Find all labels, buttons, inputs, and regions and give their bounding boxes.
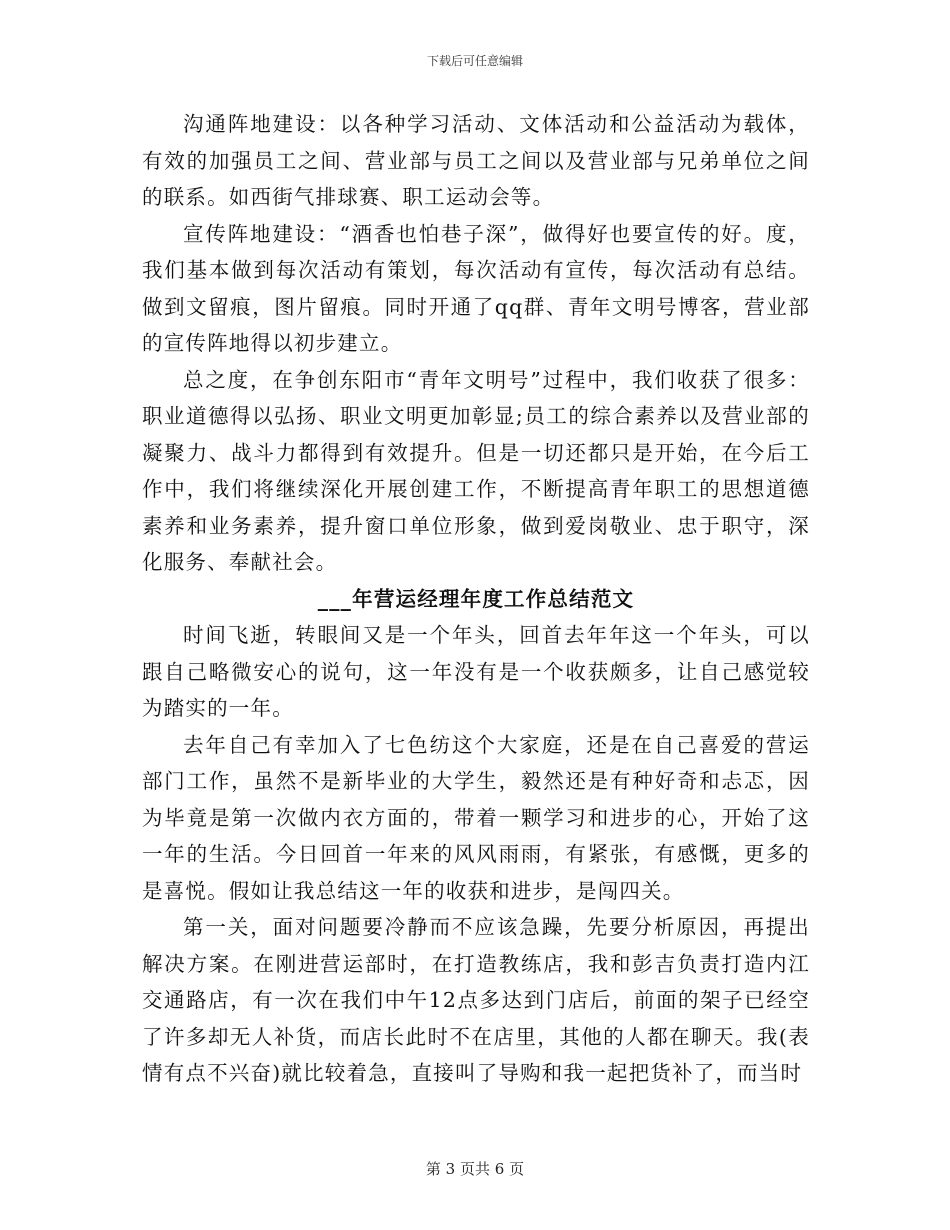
header-note: 下载后可任意编辑 (426, 54, 523, 68)
paragraph-first-gate: 第一关，面对问题要冷静而不应该急躁，先要分析原因，再提出解决方案。在刚进营运部时，在打造教练店，我和彭吉负责打造内江交通路店，有一次在我们中午12点多达到门店后，前面的架子已经空了许多却无人补货，而店长此时不在店里，其他的人都在聊天。我(表情有点不兴奋)就比较着急，直接叫了导购和我一起把货补了，而当时 (142, 915, 810, 1085)
paragraph-communication: 沟通阵地建设：以各种学习活动、文体活动和公益活动为载体，有效的加强员工之间、营业部与员工之间以及营业部与兄弟单位之间的联系。如西街气排球赛、职工运动会等。 (142, 112, 810, 209)
paragraph-joining: 去年自己有幸加入了七色纺这个大家庭，还是在自己喜爱的营运部门工作，虽然不是新毕业的大学生，毅然还是有种好奇和忐忑，因为毕竟是第一次做内衣方面的，带着一颗学习和进步的心，开始了这一年的生活。今日回首一年来的风风雨雨，有紧张，有感慨，更多的是喜悦。假如让我总结这一年的收获和进步，是闯四关。 (142, 732, 810, 903)
document-body (142, 106, 810, 1092)
page-number: 第 3 页共 6 页 (425, 1160, 525, 1178)
section-title: ___年营运经理年度工作总结范文 (317, 586, 635, 611)
paragraph-intro: 时间飞逝，转眼间又是一个年头，回首去年年这一个年头，可以跟自己略微安心的说句，这一年没有是一个收获颇多，让自己感觉较为踏实的一年。 (142, 623, 810, 720)
paragraph-publicity: 宣传阵地建设：“酒香也怕巷子深”，做得好也要宣传的好。度，我们基本做到每次活动有策划，每次活动有宣传，每次活动有总结。做到文留痕，图片留痕。同时开通了qq群、青年文明号博客，营业部的宣传阵地得以初步建立。 (142, 221, 810, 355)
paragraph-summary: 总之度，在争创东阳市“青年文明号”过程中，我们收获了很多：职业道德得以弘扬、职业文明更加彰显;员工的综合素养以及营业部的凝聚力、战斗力都得到有效提升。但是一切还都只是开始，在今后工作中，我们将继续深化开展创建工作，不断提高青年职工的思想道德素养和业务素养，提升窗口单位形象，做到爱岗敬业、忠于职守，深化服务、奉献社会。 (142, 367, 810, 574)
